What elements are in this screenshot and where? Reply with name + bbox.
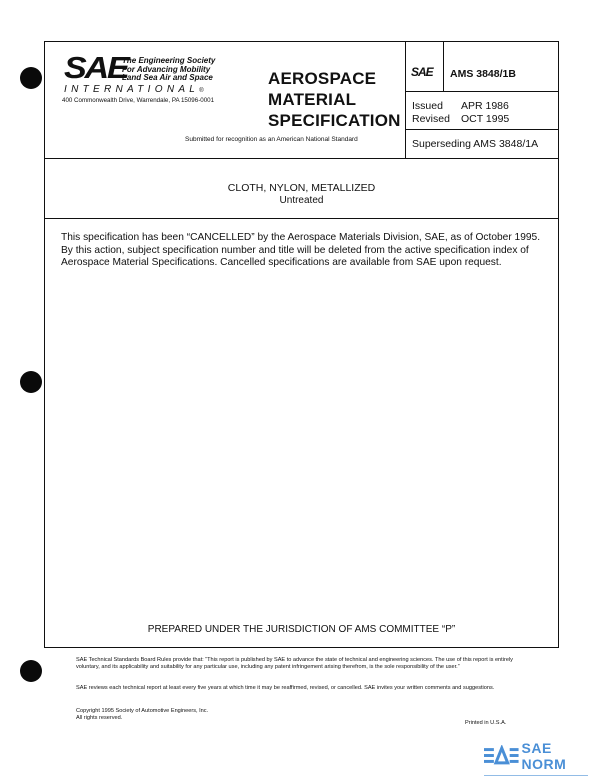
sae-norm-watermark xyxy=(484,740,600,772)
issued-label: Issued xyxy=(412,100,443,112)
watermark-text: SAE NORM xyxy=(521,740,567,772)
doc-type-line-3: SPECIFICATION xyxy=(268,111,401,130)
sae-logo: SAE xyxy=(64,50,128,85)
technical-standards-policy: SAE Technical Standards Board Rules provide that: “This report is published by SAE to advance the state of technical and engineering sciences. The use of this report is entirely voluntary, and its applicability and suitability for any particular use, including any patent infringement arising therefrom, is the sole responsibility of the user.” xyxy=(76,657,513,670)
doc-type-line-1: AEROSPACE xyxy=(268,69,377,88)
printed-in: Printed in U.S.A. xyxy=(465,720,507,726)
doc-number: AMS 3848/1B xyxy=(450,68,516,80)
spec-title: CLOTH, NYLON, METALLIZED xyxy=(227,182,376,194)
punch-hole-middle xyxy=(20,371,42,393)
address: 400 Commonwealth Drive, Warrendale, PA 15096-0001 xyxy=(62,97,215,104)
copyright: Copyright 1995 Society of Automotive Engineers, Inc. xyxy=(76,708,209,714)
spec-subtitle: Untreated xyxy=(279,195,324,206)
tagline-line-2: For Advancing Mobility xyxy=(122,64,211,74)
doc-type-line-2: MATERIAL xyxy=(268,90,357,109)
international-label: INTERNATIONAL® xyxy=(64,84,204,95)
issued-date: APR 1986 xyxy=(461,100,509,112)
submitted-note: Submitted for recognition as an American National Standard xyxy=(185,136,358,143)
cancellation-notice: This specification has been “CANCELLED” by the Aerospace Materials Division, SAE, as of October 1995. By this action, subject specification number and title will be deleted from the active specification index of Aerospace Material Specifications. Cancelled specifications are available from SAE upon request. xyxy=(61,232,541,269)
revised-label: Revised xyxy=(412,113,450,125)
header-right-divider xyxy=(405,41,406,158)
tagline-line-1: The Engineering Society xyxy=(122,56,216,65)
watermark-logo-icon xyxy=(484,745,520,767)
watermark-row xyxy=(484,740,600,772)
review-policy: SAE reviews each technical report at least every five years at which time it may be reaffirmed, revised, or cancelled. SAE invites your written comments and suggestions. xyxy=(76,685,495,691)
rights-reserved: All rights reserved. xyxy=(76,715,123,721)
punch-hole-top xyxy=(20,67,42,89)
sae-tagline xyxy=(122,57,252,83)
prepared-statement: PREPARED UNDER THE JURISDICTION OF AMS COMMITTEE “P” xyxy=(147,624,456,635)
corner-sae-logo: SAE xyxy=(411,65,433,79)
dates-divider xyxy=(405,129,559,130)
punch-hole-bottom xyxy=(20,660,42,682)
revised-date: OCT 1995 xyxy=(461,113,510,125)
doc-number-divider xyxy=(405,91,559,92)
title-divider xyxy=(44,218,559,219)
doc-type-title xyxy=(268,68,401,131)
tagline-line-3: Land Sea Air and Space xyxy=(122,73,213,82)
superseding: Superseding AMS 3848/1A xyxy=(412,138,539,150)
header-divider xyxy=(44,158,559,159)
corner-logo-divider xyxy=(443,41,444,91)
document-frame xyxy=(44,41,559,648)
